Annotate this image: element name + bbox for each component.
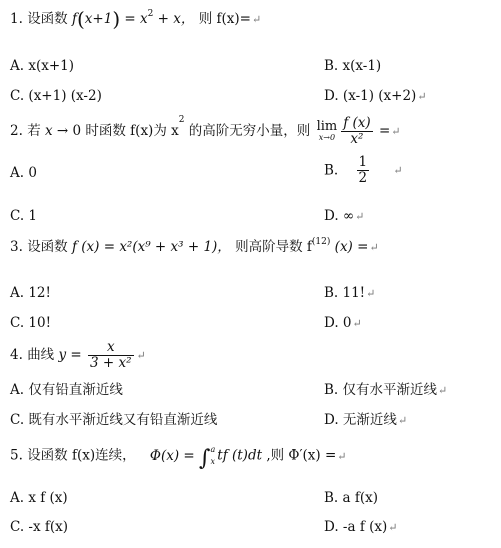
- question-text-pre: 若: [27, 123, 41, 139]
- question-4-stem: [10, 340, 146, 371]
- question-number: 3.: [10, 239, 23, 255]
- return-mark-icon: ↵: [438, 384, 448, 397]
- question-text-mid: 时函数 f(x)为 x: [85, 123, 179, 139]
- option-label: C. 1: [10, 208, 38, 224]
- question-text: 曲线: [27, 347, 55, 363]
- equals: =: [374, 123, 391, 139]
- option-label: B. 仅有水平渐近线: [324, 382, 438, 398]
- q1-option-d[interactable]: [324, 87, 427, 106]
- formula-rhs-x: x: [140, 11, 148, 27]
- formula-fraction: [88, 340, 134, 371]
- formula: f (x) = x²(x⁹ + x³ + 1)，: [71, 239, 231, 255]
- option-label: B. x(x-1): [324, 58, 382, 74]
- integrand: tf (t)dt: [217, 447, 263, 464]
- option-label: C. -x f(x): [10, 519, 69, 535]
- option-label: B. 11!: [324, 285, 366, 301]
- formula-arg: x+1: [84, 11, 113, 27]
- option-label: A. 12!: [10, 285, 51, 301]
- q4-option-b[interactable]: [324, 381, 447, 400]
- q2-option-a[interactable]: [10, 164, 37, 182]
- option-label: D. ∞: [324, 208, 355, 224]
- question-number: 4.: [10, 347, 23, 363]
- cond-x: x: [44, 123, 53, 139]
- option-label: A. 0: [10, 165, 37, 181]
- integral-upper: a: [210, 445, 216, 454]
- question-number: 5.: [10, 447, 23, 464]
- question-text-post: 的高阶无穷小量，则: [184, 123, 311, 139]
- lim-word: lim: [316, 118, 338, 134]
- question-5-stem: [10, 444, 347, 471]
- question-2-stem: [10, 116, 400, 147]
- option-label: D. (x-1) (x+2): [324, 88, 417, 104]
- fraction-numerator: 1: [358, 154, 368, 170]
- return-mark-icon: ↵: [251, 13, 262, 26]
- question-ask-post: (x) =: [330, 239, 369, 255]
- question-number: 1.: [10, 11, 23, 27]
- question-3-stem: [10, 238, 379, 257]
- q5-option-b[interactable]: [324, 489, 378, 507]
- option-label: A. 仅有铅直渐近线: [10, 382, 123, 398]
- exponent: 2: [178, 115, 185, 125]
- q4-option-c[interactable]: [10, 411, 217, 429]
- exponent: 2: [147, 9, 154, 19]
- return-mark-icon: ↵: [391, 125, 401, 138]
- return-mark-icon: ↵: [393, 163, 403, 177]
- q4-option-a[interactable]: [10, 381, 123, 399]
- integral-sign-icon: ∫: [199, 445, 211, 471]
- option-label: D. -a f (x): [324, 519, 388, 535]
- integral-limits: [211, 444, 216, 468]
- paren-open: (: [76, 7, 85, 31]
- option-fraction: [357, 155, 370, 186]
- q4-option-d[interactable]: [324, 411, 407, 430]
- fraction-denominator: 2: [358, 170, 368, 186]
- q2-option-b[interactable]: [324, 155, 403, 186]
- formula-lhs: y =: [58, 347, 87, 363]
- q1-option-b[interactable]: [324, 57, 381, 75]
- formula-rhs-tail: + x，: [153, 11, 195, 27]
- return-mark-icon: ↵: [369, 241, 379, 254]
- q3-option-b[interactable]: [324, 284, 375, 303]
- q3-option-c[interactable]: [10, 314, 51, 332]
- q5-option-d[interactable]: [324, 518, 397, 537]
- limit-operator: [316, 118, 338, 143]
- q2-option-c[interactable]: [10, 207, 37, 225]
- equals: =: [120, 11, 141, 27]
- return-mark-icon: ↵: [352, 317, 362, 330]
- q1-option-c[interactable]: [10, 87, 102, 105]
- option-label: C. 既有水平渐近线又有铅直渐近线: [10, 412, 218, 428]
- fraction-numerator: f (x): [343, 115, 371, 131]
- derivative-order: (12): [311, 237, 331, 247]
- integral-lower: x: [210, 457, 216, 466]
- option-label: B.: [324, 162, 339, 179]
- limit-fraction: [341, 116, 372, 147]
- option-label: C. 10!: [10, 315, 52, 331]
- return-mark-icon: ↵: [397, 414, 408, 427]
- question-ask: 则 f(x)=: [198, 11, 251, 27]
- question-text: 设函数: [27, 239, 68, 255]
- phi-lhs: Φ(x) =: [149, 447, 200, 464]
- lim-subscript: x→0: [318, 132, 336, 142]
- paren-close: ): [112, 7, 121, 31]
- option-label: D. 无渐近线: [324, 412, 397, 428]
- q5-option-a[interactable]: [10, 489, 68, 507]
- question-ask-pre: 则高阶导数 f: [235, 239, 312, 255]
- option-label: A. x(x+1): [10, 58, 74, 74]
- return-mark-icon: ↵: [417, 90, 427, 103]
- option-label: C. (x+1) (x-2): [10, 88, 102, 104]
- question-1-stem: [10, 7, 262, 31]
- option-label: A. x f (x): [10, 490, 68, 506]
- formula-f: f: [71, 11, 77, 27]
- fraction-denominator: 3 + x²: [90, 355, 132, 371]
- question-ask: ,则 Φ′(x) =: [262, 447, 337, 464]
- return-mark-icon: ↵: [366, 287, 376, 300]
- q3-option-a[interactable]: [10, 284, 51, 302]
- return-mark-icon: ↵: [355, 210, 365, 223]
- question-text: 设函数: [27, 11, 68, 27]
- cond-arrow: → 0: [52, 123, 86, 139]
- option-label: B. a f(x): [324, 490, 378, 506]
- q3-option-d[interactable]: [324, 314, 362, 333]
- return-mark-icon: ↵: [337, 449, 347, 463]
- fraction-denominator: x²: [350, 131, 364, 147]
- question-number: 2.: [10, 123, 23, 139]
- fraction-numerator: x: [88, 340, 134, 356]
- question-text: 设函数 f(x)连续，: [27, 447, 136, 464]
- q5-option-c[interactable]: [10, 518, 68, 536]
- option-label: D. 0: [324, 315, 352, 331]
- q2-option-d[interactable]: [324, 207, 364, 226]
- return-mark-icon: ↵: [388, 521, 398, 534]
- return-mark-icon: ↵: [136, 349, 146, 362]
- q1-option-a[interactable]: [10, 57, 74, 75]
